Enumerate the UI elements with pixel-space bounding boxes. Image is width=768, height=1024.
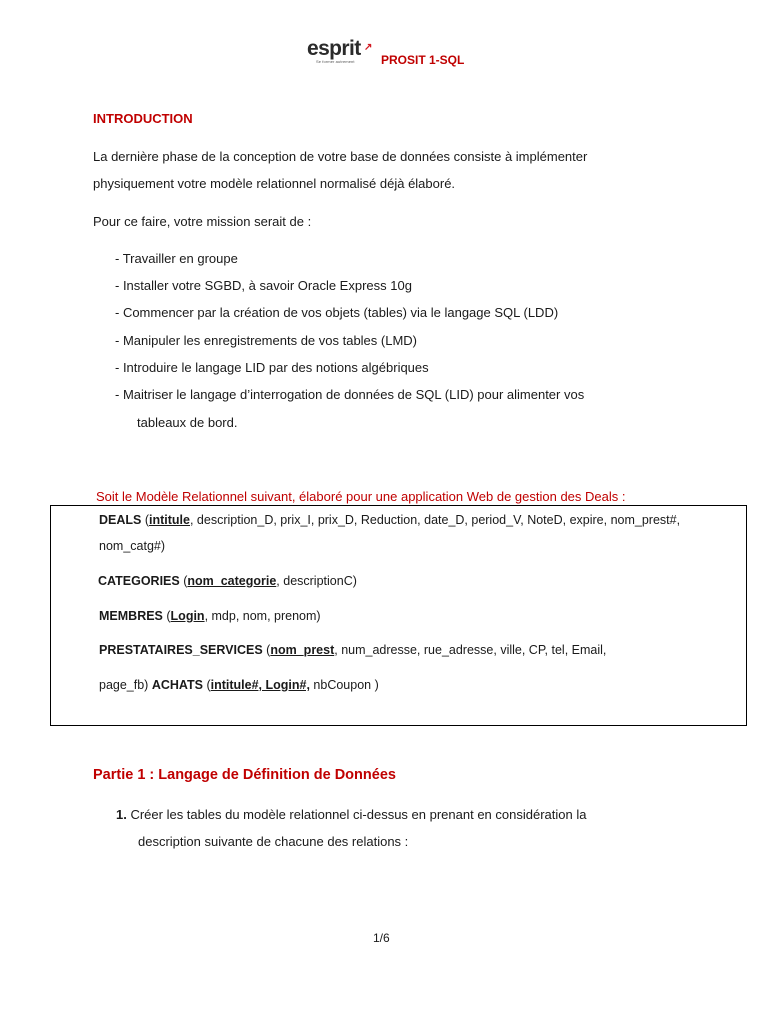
primary-key: intitule xyxy=(149,513,190,527)
logo-spark-icon: ↗ xyxy=(364,42,373,53)
model-caption: Soit le Modèle Relationnel suivant, élaboré pour une application Web de gestion des Deals : xyxy=(96,489,626,504)
intro-paragraph-line-2: physiquement votre modèle relationnel normalisé déjà élaboré. xyxy=(93,176,456,191)
relation-name: DEALS xyxy=(99,513,142,527)
relation-membres: MEMBRES (Login, mdp, nom, prenom) xyxy=(99,609,321,623)
relational-model-box xyxy=(50,505,747,726)
document-title: PROSIT 1-SQL xyxy=(381,53,465,67)
primary-key: nom_categorie xyxy=(187,574,277,588)
intro-heading: INTRODUCTION xyxy=(93,111,193,126)
relation-attributes: , description_D, prix_I, prix_D, Reduction, date_D, period_V, NoteD, expire, nom_prest#, xyxy=(189,513,681,527)
esprit-logo xyxy=(307,37,375,64)
mission-paragraph: Pour ce faire, votre mission serait de : xyxy=(93,214,312,229)
question-1-continuation: description suivante de chacune des relations : xyxy=(138,834,409,849)
list-item: - Maitriser le langage d’interrogation de données de SQL (LID) pour alimenter vos xyxy=(115,387,585,402)
page-number: 1/6 xyxy=(373,931,390,945)
primary-key: intitule#, Login#, xyxy=(210,678,310,692)
relation-attributes: , descriptionC) xyxy=(276,574,357,588)
relation-deals: DEALS (intitule, description_D, prix_I, prix_D, Reduction, date_D, period_V, NoteD, expire, nom_prest#, xyxy=(99,513,681,527)
list-item: - Manipuler les enregistrements de vos tables (LMD) xyxy=(115,333,418,348)
relation-attributes: , mdp, nom, prenom) xyxy=(204,609,321,623)
relation-deals-continuation: nom_catg#) xyxy=(99,539,166,553)
relation-name: PRESTATAIRES_SERVICES xyxy=(99,643,263,657)
question-number: 1. xyxy=(116,807,127,822)
list-item: - Travailler en groupe xyxy=(115,251,238,266)
list-item: - Introduire le langage LID par des notions algébriques xyxy=(115,360,429,375)
partie-1-heading: Partie 1 : Langage de Définition de Données xyxy=(93,767,396,783)
primary-key: nom_prest xyxy=(270,643,335,657)
relation-name: ACHATS xyxy=(151,678,203,692)
intro-paragraph-line-1: La dernière phase de la conception de votre base de données consiste à implémenter xyxy=(93,149,588,164)
question-text: Créer les tables du modèle relationnel ci-dessus en prenant en considération la xyxy=(126,807,587,822)
relation-prestataires-continuation: page_fb) xyxy=(99,678,149,692)
list-item: - Commencer par la création de vos objets (tables) via le langage SQL (LDD) xyxy=(115,305,559,320)
relation-categories: CATEGORIES (nom_categorie, descriptionC) xyxy=(98,574,357,588)
relation-prestataires-services: PRESTATAIRES_SERVICES (nom_prest, num_adresse, rue_adresse, ville, CP, tel, Email, xyxy=(99,643,607,657)
relation-name: MEMBRES xyxy=(99,609,163,623)
logo-tagline: Se former autrement xyxy=(316,59,355,64)
relation-attributes: , num_adresse, rue_adresse, ville, CP, tel, Email, xyxy=(334,643,607,657)
list-item: - Installer votre SGBD, à savoir Oracle Express 10g xyxy=(115,278,412,293)
relation-name: CATEGORIES xyxy=(98,574,180,588)
relation-attributes: nbCoupon ) xyxy=(309,678,379,692)
list-item-continuation: tableaux de bord. xyxy=(137,415,238,430)
primary-key: Login xyxy=(170,609,205,623)
relation-prestataires-achats-line: page_fb) ACHATS (intitule#, Login#, nbCoupon ) xyxy=(99,678,379,692)
question-1 xyxy=(116,807,586,822)
logo-wordmark: esprit xyxy=(307,37,361,60)
